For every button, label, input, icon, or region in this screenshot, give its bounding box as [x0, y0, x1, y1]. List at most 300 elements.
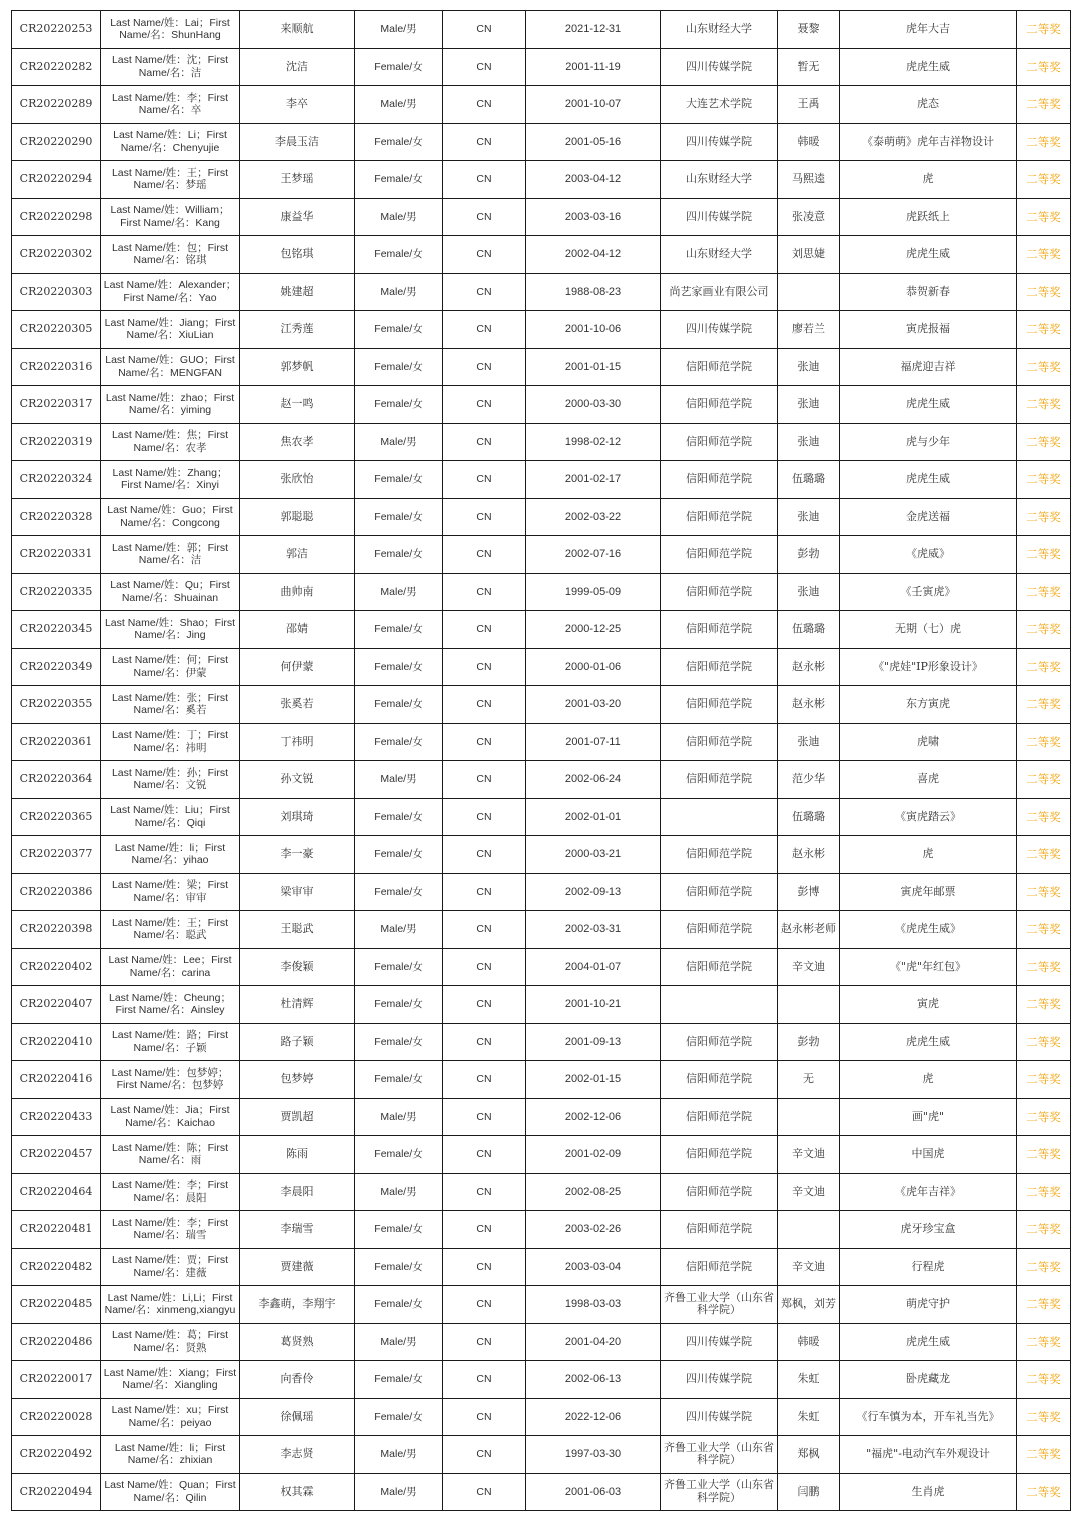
country-cell: CN — [443, 948, 526, 986]
award-cell: 二等奖 — [1017, 536, 1071, 574]
entry-id-cell: CR20220433 — [12, 1098, 101, 1136]
table-row — [12, 648, 1071, 686]
school-cell: 信阳师范学院 — [661, 648, 778, 686]
english-name-cell: Last Name/姓：贾；First Name/名：建薇 — [101, 1248, 240, 1286]
chinese-name-cell: 路子颖 — [240, 1023, 355, 1061]
award-cell: 二等奖 — [1017, 348, 1071, 386]
birth-date-cell: 2004-01-07 — [526, 948, 661, 986]
table-row — [12, 1211, 1071, 1249]
work-title-cell: 虎虎生威 — [840, 1323, 1017, 1361]
gender-cell: Female/女 — [355, 498, 443, 536]
work-title-cell: 虎牙珍宝盒 — [840, 1211, 1017, 1249]
english-name-cell: Last Name/姓：zhao；First Name/名：yiming — [101, 386, 240, 424]
chinese-name-cell: 姚建超 — [240, 273, 355, 311]
teacher-cell: 张迪 — [778, 723, 840, 761]
country-cell: CN — [443, 498, 526, 536]
entry-id-cell: CR20220253 — [12, 11, 101, 49]
teacher-cell: 辛文迪 — [778, 1136, 840, 1174]
english-name-cell: Last Name/姓：路；First Name/名：子颖 — [101, 1023, 240, 1061]
teacher-cell: 王禹 — [778, 86, 840, 124]
birth-date-cell: 2002-06-24 — [526, 761, 661, 799]
chinese-name-cell: 李鑫萌，李翔宇 — [240, 1286, 355, 1324]
birth-date-cell: 2001-02-09 — [526, 1136, 661, 1174]
birth-date-cell: 2001-10-06 — [526, 311, 661, 349]
school-cell: 大连艺术学院 — [661, 86, 778, 124]
entry-id-cell: CR20220494 — [12, 1473, 101, 1511]
school-cell: 信阳师范学院 — [661, 536, 778, 574]
country-cell: CN — [443, 761, 526, 799]
gender-cell: Female/女 — [355, 836, 443, 874]
english-name-cell: Last Name/姓：李；First Name/名：晨阳 — [101, 1173, 240, 1211]
chinese-name-cell: 王聪武 — [240, 911, 355, 949]
work-title-cell: 虎虎生威 — [840, 236, 1017, 274]
work-title-cell: 虎啸 — [840, 723, 1017, 761]
gender-cell: Female/女 — [355, 123, 443, 161]
country-cell: CN — [443, 86, 526, 124]
teacher-cell: 彭勃 — [778, 536, 840, 574]
country-cell: CN — [443, 1436, 526, 1474]
country-cell: CN — [443, 986, 526, 1024]
school-cell — [661, 986, 778, 1024]
school-cell: 信阳师范学院 — [661, 461, 778, 499]
birth-date-cell: 2002-01-15 — [526, 1061, 661, 1099]
school-cell: 四川传媒学院 — [661, 123, 778, 161]
table-row — [12, 1136, 1071, 1174]
table-row — [12, 536, 1071, 574]
chinese-name-cell: 李一豪 — [240, 836, 355, 874]
teacher-cell: 伍璐璐 — [778, 611, 840, 649]
award-cell: 二等奖 — [1017, 498, 1071, 536]
work-title-cell: 《虎年吉祥》 — [840, 1173, 1017, 1211]
table-row — [12, 423, 1071, 461]
teacher-cell: 张迪 — [778, 386, 840, 424]
work-title-cell: 虎 — [840, 1061, 1017, 1099]
work-title-cell: 福虎迎吉祥 — [840, 348, 1017, 386]
country-cell: CN — [443, 1098, 526, 1136]
english-name-cell: Last Name/姓：li；First Name/名：yihao — [101, 836, 240, 874]
chinese-name-cell: 李俊颖 — [240, 948, 355, 986]
gender-cell: Female/女 — [355, 611, 443, 649]
english-name-cell: Last Name/姓：Jia；First Name/名：Kaichao — [101, 1098, 240, 1136]
work-title-cell: 卧虎藏龙 — [840, 1361, 1017, 1399]
entry-id-cell: CR20220317 — [12, 386, 101, 424]
teacher-cell: 张凌意 — [778, 198, 840, 236]
country-cell: CN — [443, 1061, 526, 1099]
chinese-name-cell: 贾凯超 — [240, 1098, 355, 1136]
entry-id-cell: CR20220294 — [12, 161, 101, 199]
work-title-cell: 虎虎生威 — [840, 386, 1017, 424]
table-row — [12, 1361, 1071, 1399]
school-cell: 齐鲁工业大学（山东省科学院） — [661, 1436, 778, 1474]
gender-cell: Female/女 — [355, 48, 443, 86]
teacher-cell: 范少华 — [778, 761, 840, 799]
birth-date-cell: 2001-06-03 — [526, 1473, 661, 1511]
work-title-cell: 《壬寅虎》 — [840, 573, 1017, 611]
country-cell: CN — [443, 1173, 526, 1211]
chinese-name-cell: 何伊蒙 — [240, 648, 355, 686]
chinese-name-cell: 焦农孝 — [240, 423, 355, 461]
entry-id-cell: CR20220482 — [12, 1248, 101, 1286]
birth-date-cell: 2002-03-31 — [526, 911, 661, 949]
table-row — [12, 1473, 1071, 1511]
school-cell: 信阳师范学院 — [661, 498, 778, 536]
birth-date-cell: 1999-05-09 — [526, 573, 661, 611]
work-title-cell: 虎与少年 — [840, 423, 1017, 461]
teacher-cell: 无 — [778, 1061, 840, 1099]
gender-cell: Female/女 — [355, 723, 443, 761]
work-title-cell: 《虎威》 — [840, 536, 1017, 574]
chinese-name-cell: 来顺航 — [240, 11, 355, 49]
entry-id-cell: CR20220486 — [12, 1323, 101, 1361]
award-cell: 二等奖 — [1017, 1286, 1071, 1324]
school-cell: 信阳师范学院 — [661, 1173, 778, 1211]
entry-id-cell: CR20220365 — [12, 798, 101, 836]
teacher-cell: 韩暖 — [778, 123, 840, 161]
entry-id-cell: CR20220492 — [12, 1436, 101, 1474]
table-row — [12, 948, 1071, 986]
table-row — [12, 1323, 1071, 1361]
table-row — [12, 161, 1071, 199]
award-cell: 二等奖 — [1017, 948, 1071, 986]
english-name-cell: Last Name/姓：葛；First Name/名：贤熟 — [101, 1323, 240, 1361]
work-title-cell: 《虎虎生威》 — [840, 911, 1017, 949]
entry-id-cell: CR20220324 — [12, 461, 101, 499]
work-title-cell: 喜虎 — [840, 761, 1017, 799]
teacher-cell — [778, 986, 840, 1024]
table-row — [12, 48, 1071, 86]
chinese-name-cell: 李志贤 — [240, 1436, 355, 1474]
table-row — [12, 798, 1071, 836]
table-row — [12, 198, 1071, 236]
country-cell: CN — [443, 123, 526, 161]
birth-date-cell: 2001-02-17 — [526, 461, 661, 499]
table-row — [12, 273, 1071, 311]
gender-cell: Female/女 — [355, 948, 443, 986]
entry-id-cell: CR20220457 — [12, 1136, 101, 1174]
award-cell: 二等奖 — [1017, 1136, 1071, 1174]
english-name-cell: Last Name/姓：Li,Li；First Name/名：xinmeng,xiangyu — [101, 1286, 240, 1324]
english-name-cell: Last Name/姓：梁；First Name/名：审审 — [101, 873, 240, 911]
chinese-name-cell: 邵婧 — [240, 611, 355, 649]
english-name-cell: Last Name/姓：包梦婷；First Name/名：包梦婷 — [101, 1061, 240, 1099]
table-row — [12, 236, 1071, 274]
country-cell: CN — [443, 423, 526, 461]
table-row — [12, 311, 1071, 349]
teacher-cell: 廖若兰 — [778, 311, 840, 349]
entry-id-cell: CR20220386 — [12, 873, 101, 911]
gender-cell: Male/男 — [355, 1098, 443, 1136]
english-name-cell: Last Name/姓：焦；First Name/名：农孝 — [101, 423, 240, 461]
teacher-cell: 马熙逵 — [778, 161, 840, 199]
school-cell: 四川传媒学院 — [661, 311, 778, 349]
work-title-cell: 虎 — [840, 836, 1017, 874]
gender-cell: Female/女 — [355, 348, 443, 386]
school-cell: 信阳师范学院 — [661, 1136, 778, 1174]
gender-cell: Female/女 — [355, 311, 443, 349]
english-name-cell: Last Name/姓：沈；First Name/名：洁 — [101, 48, 240, 86]
country-cell: CN — [443, 161, 526, 199]
school-cell: 信阳师范学院 — [661, 348, 778, 386]
chinese-name-cell: 陈雨 — [240, 1136, 355, 1174]
teacher-cell: 聂黎 — [778, 11, 840, 49]
table-row — [12, 1398, 1071, 1436]
teacher-cell: 张迪 — [778, 498, 840, 536]
birth-date-cell: 2000-03-30 — [526, 386, 661, 424]
table-row — [12, 1436, 1071, 1474]
school-cell: 信阳师范学院 — [661, 873, 778, 911]
chinese-name-cell: 李晨玉洁 — [240, 123, 355, 161]
school-cell: 信阳师范学院 — [661, 836, 778, 874]
country-cell: CN — [443, 836, 526, 874]
award-cell: 二等奖 — [1017, 11, 1071, 49]
work-title-cell: 虎虎生威 — [840, 48, 1017, 86]
school-cell: 四川传媒学院 — [661, 48, 778, 86]
birth-date-cell: 2000-03-21 — [526, 836, 661, 874]
award-cell: 二等奖 — [1017, 873, 1071, 911]
award-cell: 二等奖 — [1017, 1061, 1071, 1099]
gender-cell: Male/男 — [355, 1323, 443, 1361]
english-name-cell: Last Name/姓：李；First Name/名：瑞雪 — [101, 1211, 240, 1249]
english-name-cell: Last Name/姓：李；First Name/名：卒 — [101, 86, 240, 124]
english-name-cell: Last Name/姓：Guo；First Name/名：Congcong — [101, 498, 240, 536]
entry-id-cell: CR20220416 — [12, 1061, 101, 1099]
entry-id-cell: CR20220335 — [12, 573, 101, 611]
table-row — [12, 836, 1071, 874]
entry-id-cell: CR20220398 — [12, 911, 101, 949]
birth-date-cell: 2001-10-07 — [526, 86, 661, 124]
chinese-name-cell: 权其霖 — [240, 1473, 355, 1511]
birth-date-cell: 2000-12-25 — [526, 611, 661, 649]
entry-id-cell: CR20220017 — [12, 1361, 101, 1399]
gender-cell: Female/女 — [355, 236, 443, 274]
gender-cell: Female/女 — [355, 1211, 443, 1249]
award-cell: 二等奖 — [1017, 86, 1071, 124]
school-cell: 信阳师范学院 — [661, 573, 778, 611]
birth-date-cell: 2003-03-04 — [526, 1248, 661, 1286]
birth-date-cell: 2003-02-26 — [526, 1211, 661, 1249]
table-row — [12, 573, 1071, 611]
country-cell: CN — [443, 873, 526, 911]
school-cell: 信阳师范学院 — [661, 948, 778, 986]
english-name-cell: Last Name/姓：Xiang；First Name/名：Xiangling — [101, 1361, 240, 1399]
school-cell: 信阳师范学院 — [661, 686, 778, 724]
table-row — [12, 1248, 1071, 1286]
birth-date-cell: 2002-04-12 — [526, 236, 661, 274]
birth-date-cell: 1998-02-12 — [526, 423, 661, 461]
country-cell: CN — [443, 1023, 526, 1061]
table-row — [12, 611, 1071, 649]
teacher-cell: 郑枫，刘芳 — [778, 1286, 840, 1324]
birth-date-cell: 1997-03-30 — [526, 1436, 661, 1474]
entry-id-cell: CR20220328 — [12, 498, 101, 536]
award-cell: 二等奖 — [1017, 911, 1071, 949]
english-name-cell: Last Name/姓：Shao；First Name/名：Jing — [101, 611, 240, 649]
gender-cell: Female/女 — [355, 161, 443, 199]
teacher-cell — [778, 273, 840, 311]
teacher-cell: 张迪 — [778, 348, 840, 386]
gender-cell: Male/男 — [355, 273, 443, 311]
chinese-name-cell: 徐佩瑶 — [240, 1398, 355, 1436]
teacher-cell: 赵永彬 — [778, 686, 840, 724]
english-name-cell: Last Name/姓：Lai；First Name/名：ShunHang — [101, 11, 240, 49]
teacher-cell — [778, 1098, 840, 1136]
gender-cell: Male/男 — [355, 1436, 443, 1474]
school-cell: 四川传媒学院 — [661, 1398, 778, 1436]
entry-id-cell: CR20220481 — [12, 1211, 101, 1249]
english-name-cell: Last Name/姓：xu；First Name/名：peiyao — [101, 1398, 240, 1436]
english-name-cell: Last Name/姓：何；First Name/名：伊蒙 — [101, 648, 240, 686]
award-cell: 二等奖 — [1017, 686, 1071, 724]
country-cell: CN — [443, 48, 526, 86]
chinese-name-cell: 包铭琪 — [240, 236, 355, 274]
teacher-cell: 朱虹 — [778, 1398, 840, 1436]
birth-date-cell: 2002-03-22 — [526, 498, 661, 536]
english-name-cell: Last Name/姓：Quan；First Name/名：Qilin — [101, 1473, 240, 1511]
gender-cell: Female/女 — [355, 986, 443, 1024]
award-cell: 二等奖 — [1017, 1248, 1071, 1286]
teacher-cell: 赵永彬 — [778, 836, 840, 874]
english-name-cell: Last Name/姓：Liu；First Name/名：Qiqi — [101, 798, 240, 836]
work-title-cell: 虎 — [840, 161, 1017, 199]
country-cell: CN — [443, 1286, 526, 1324]
country-cell: CN — [443, 686, 526, 724]
school-cell: 信阳师范学院 — [661, 1023, 778, 1061]
birth-date-cell: 2022-12-06 — [526, 1398, 661, 1436]
award-cell: 二等奖 — [1017, 236, 1071, 274]
entry-id-cell: CR20220464 — [12, 1173, 101, 1211]
work-title-cell: 生肖虎 — [840, 1473, 1017, 1511]
table-row — [12, 1061, 1071, 1099]
chinese-name-cell: 康益华 — [240, 198, 355, 236]
teacher-cell: 张迪 — [778, 423, 840, 461]
english-name-cell: Last Name/姓：包；First Name/名：铭琪 — [101, 236, 240, 274]
entry-id-cell: CR20220355 — [12, 686, 101, 724]
country-cell: CN — [443, 1136, 526, 1174]
work-title-cell: 行程虎 — [840, 1248, 1017, 1286]
gender-cell: Female/女 — [355, 648, 443, 686]
chinese-name-cell: 孙文锐 — [240, 761, 355, 799]
award-cell: 二等奖 — [1017, 761, 1071, 799]
chinese-name-cell: 曲帅南 — [240, 573, 355, 611]
entry-id-cell: CR20220298 — [12, 198, 101, 236]
work-title-cell: 《"虎娃"IP形象设计》 — [840, 648, 1017, 686]
country-cell: CN — [443, 236, 526, 274]
country-cell: CN — [443, 911, 526, 949]
teacher-cell: 辛文迪 — [778, 1173, 840, 1211]
teacher-cell: 暂无 — [778, 48, 840, 86]
country-cell: CN — [443, 1323, 526, 1361]
teacher-cell: 赵永彬 — [778, 648, 840, 686]
country-cell: CN — [443, 1248, 526, 1286]
table-row — [12, 386, 1071, 424]
english-name-cell: Last Name/姓：Jiang；First Name/名：XiuLian — [101, 311, 240, 349]
teacher-cell: 张迪 — [778, 573, 840, 611]
birth-date-cell: 2002-01-01 — [526, 798, 661, 836]
gender-cell: Female/女 — [355, 1023, 443, 1061]
school-cell: 信阳师范学院 — [661, 761, 778, 799]
teacher-cell: 伍璐璐 — [778, 798, 840, 836]
school-cell: 齐鲁工业大学（山东省科学院） — [661, 1286, 778, 1324]
table-row — [12, 86, 1071, 124]
chinese-name-cell: 梁审审 — [240, 873, 355, 911]
country-cell: CN — [443, 1211, 526, 1249]
table-row — [12, 498, 1071, 536]
work-title-cell: 画"虎" — [840, 1098, 1017, 1136]
english-name-cell: Last Name/姓：Li；First Name/名：Chenyujie — [101, 123, 240, 161]
teacher-cell: 彭博 — [778, 873, 840, 911]
work-title-cell: 东方寅虎 — [840, 686, 1017, 724]
work-title-cell: 虎跃纸上 — [840, 198, 1017, 236]
work-title-cell: 寅虎 — [840, 986, 1017, 1024]
chinese-name-cell: 王梦瑶 — [240, 161, 355, 199]
award-cell: 二等奖 — [1017, 1323, 1071, 1361]
work-title-cell: 寅虎报福 — [840, 311, 1017, 349]
award-cell: 二等奖 — [1017, 1211, 1071, 1249]
birth-date-cell: 2021-12-31 — [526, 11, 661, 49]
country-cell: CN — [443, 461, 526, 499]
birth-date-cell: 2000-01-06 — [526, 648, 661, 686]
gender-cell: Female/女 — [355, 461, 443, 499]
teacher-cell: 朱虹 — [778, 1361, 840, 1399]
gender-cell: Female/女 — [355, 1136, 443, 1174]
chinese-name-cell: 郭梦帆 — [240, 348, 355, 386]
entry-id-cell: CR20220319 — [12, 423, 101, 461]
table-row — [12, 123, 1071, 161]
table-row — [12, 1286, 1071, 1324]
award-cell: 二等奖 — [1017, 48, 1071, 86]
birth-date-cell: 2001-03-20 — [526, 686, 661, 724]
birth-date-cell: 1988-08-23 — [526, 273, 661, 311]
award-cell: 二等奖 — [1017, 723, 1071, 761]
school-cell: 信阳师范学院 — [661, 611, 778, 649]
birth-date-cell: 2001-10-21 — [526, 986, 661, 1024]
gender-cell: Female/女 — [355, 1248, 443, 1286]
school-cell — [661, 798, 778, 836]
country-cell: CN — [443, 611, 526, 649]
chinese-name-cell: 赵一鸣 — [240, 386, 355, 424]
table-row — [12, 11, 1071, 49]
english-name-cell: Last Name/姓：Lee；First Name/名：carina — [101, 948, 240, 986]
chinese-name-cell: 江秀莲 — [240, 311, 355, 349]
english-name-cell: Last Name/姓：郭；First Name/名：洁 — [101, 536, 240, 574]
english-name-cell: Last Name/姓：丁；First Name/名：祎明 — [101, 723, 240, 761]
teacher-cell: 伍璐璐 — [778, 461, 840, 499]
entry-id-cell: CR20220361 — [12, 723, 101, 761]
gender-cell: Male/男 — [355, 86, 443, 124]
entry-id-cell: CR20220316 — [12, 348, 101, 386]
table-row — [12, 1173, 1071, 1211]
gender-cell: Female/女 — [355, 1398, 443, 1436]
table-row — [12, 723, 1071, 761]
gender-cell: Male/男 — [355, 911, 443, 949]
gender-cell: Female/女 — [355, 1061, 443, 1099]
work-title-cell: 《"虎"年红包》 — [840, 948, 1017, 986]
chinese-name-cell: 杜清辉 — [240, 986, 355, 1024]
school-cell: 信阳师范学院 — [661, 1248, 778, 1286]
gender-cell: Male/男 — [355, 423, 443, 461]
table-body — [12, 11, 1071, 1511]
table-row — [12, 986, 1071, 1024]
country-cell: CN — [443, 11, 526, 49]
birth-date-cell: 2002-09-13 — [526, 873, 661, 911]
country-cell: CN — [443, 348, 526, 386]
award-cell: 二等奖 — [1017, 1436, 1071, 1474]
english-name-cell: Last Name/姓：William；First Name/名：Kang — [101, 198, 240, 236]
table-row — [12, 1023, 1071, 1061]
entry-id-cell: CR20220377 — [12, 836, 101, 874]
table-row — [12, 686, 1071, 724]
award-cell: 二等奖 — [1017, 611, 1071, 649]
